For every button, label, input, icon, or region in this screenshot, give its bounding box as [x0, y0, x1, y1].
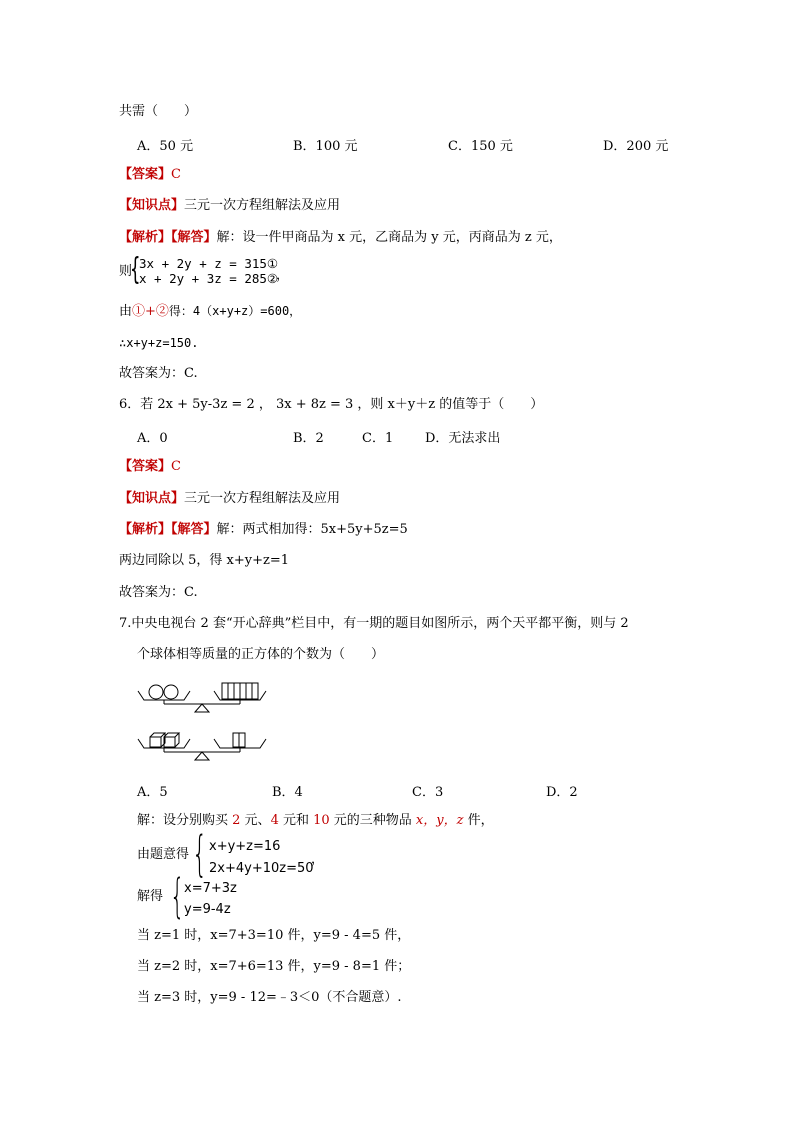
cube-icon [164, 733, 179, 747]
q5-eq-comma: ， [276, 268, 290, 283]
q5-conclusion: 故答案为：C. [119, 366, 198, 381]
q7-case3: 当 z=3 时，y=9 - 12=﹣3＜0（不合题意）. [137, 990, 402, 1005]
q5-eq1: 3x + 2y + z = 315① [139, 256, 279, 271]
answer-value: C [171, 167, 181, 182]
sol-text: 解：设分别购买 [137, 813, 233, 828]
sol-text: 元、 [240, 813, 271, 828]
knowledge-point: 三元一次方程组解法及应用 [184, 198, 341, 213]
q7-case1: 当 z=1 时，x=7+3=10 件，y=9 - 4=5 件， [137, 928, 411, 943]
q5-eq2: x + 2y + 3z = 285② [139, 271, 279, 286]
q6-option-b: B．2 [293, 431, 324, 446]
sol-text: 元和 [278, 813, 314, 828]
q7-option-d: D．2 [546, 785, 578, 800]
answer-tag: 【答案】 [119, 167, 172, 182]
solve-eq2: y=9-4z [184, 902, 231, 917]
q6-option-d: D．无法求出 [425, 431, 501, 446]
q6-option-a: A．0 [137, 431, 168, 446]
analysis-intro: 解：设一件甲商品为 x 元，乙商品为 y 元，丙商品为 z 元， [216, 230, 562, 245]
sol-number: 4 [270, 813, 279, 828]
left-brace-icon: { [170, 869, 185, 923]
q7-setup-system [209, 836, 314, 880]
q5-option-c: C．150 元 [448, 139, 513, 154]
setup-eq1: x+y+z=16 [209, 839, 281, 854]
cube-icon [150, 733, 165, 747]
q6-answer-line [119, 458, 181, 476]
q5-ze: 则 [119, 264, 133, 279]
q7-option-a: A．5 [137, 785, 168, 800]
sol-text: 件， [463, 813, 494, 828]
fulcrum [195, 704, 209, 712]
q6-stem: 6．若 2x + 5y-3z = 2 ， 3x + 8z = 3 ，则 x＋y＋z 的值等于（ ） [119, 397, 544, 412]
q7-option-b: B．4 [272, 785, 303, 800]
step-ops: ①+② [132, 304, 169, 319]
knowledge-point: 三元一次方程组解法及应用 [184, 491, 341, 506]
q5-knowledge-line [119, 197, 340, 215]
q5-system [139, 256, 278, 286]
q6-step1: 两边同除以 5，得 x+y+z=1 [119, 553, 290, 568]
q7-setup-label: 由题意得 [137, 847, 190, 862]
analysis-text: 解：两式相加得：5x+5y+5z=5 [216, 522, 408, 537]
q6-conclusion: 故答案为：C. [119, 585, 198, 600]
q5-answer-line [119, 166, 181, 184]
q5-stem-tail: 共需（ ） [119, 104, 198, 119]
balance-figure [132, 676, 272, 768]
analysis-tag: 【解析】【解答】 [119, 522, 217, 537]
q7-solve-label: 解得 [137, 889, 164, 904]
q6-option-c: C．1 [362, 431, 394, 446]
cylinder-group-icon [233, 733, 245, 747]
q5-step1 [119, 302, 301, 321]
q7-stem-line2: 个球体相等质量的正方体的个数为（ ） [137, 647, 385, 662]
left-brace-icon: { [192, 826, 208, 882]
q7-case2: 当 z=2 时，x=7+6=13 件，y=9 - 8=1 件； [137, 959, 411, 974]
q7-option-c: C．3 [412, 785, 444, 800]
q5-option-a: A．50 元 [137, 139, 194, 154]
analysis-tag: 【解析】【解答】 [119, 230, 217, 245]
q5-option-d: D．200 元 [603, 139, 669, 154]
sol-text: 元的三种物品 [329, 813, 416, 828]
sol-number: 10 [313, 813, 330, 828]
sphere-icon [149, 685, 163, 699]
left-brace-icon: { [130, 252, 141, 287]
q7-setup-comma: ， [311, 852, 325, 867]
sol-variables: x，y，z [415, 813, 464, 828]
q5-option-b: B．100 元 [293, 139, 358, 154]
answer-value: C [171, 459, 181, 474]
balance-scale-1 [138, 683, 266, 712]
solve-eq1: x=7+3z [184, 881, 237, 896]
answer-tag: 【答案】 [119, 459, 172, 474]
cylinder-group-icon [222, 683, 258, 699]
fulcrum [195, 752, 209, 760]
knowledge-tag: 【知识点】 [119, 491, 185, 506]
q5-analysis-line [119, 229, 562, 247]
knowledge-tag: 【知识点】 [119, 198, 185, 213]
balance-scale-2 [138, 733, 266, 760]
sol-number: 2 [232, 813, 241, 828]
step-prefix: 由 [119, 304, 133, 319]
step-rest: 得：4（x+y+z）=600， [168, 304, 302, 318]
q7-stem-line1: 7.中央电视台 2 套“开心辞典”栏目中，有一期的题目如图所示，两个天平都平衡，则与 2 [119, 616, 629, 631]
q6-knowledge-line [119, 490, 340, 508]
q7-solution-line1 [137, 812, 494, 830]
q6-analysis-line [119, 521, 408, 539]
q7-solve-system [184, 878, 237, 920]
q5-step2: ∴x+y+z=150. [119, 336, 199, 350]
sphere-icon [164, 685, 178, 699]
setup-eq2: 2x+4y+10z=50 [209, 861, 314, 876]
